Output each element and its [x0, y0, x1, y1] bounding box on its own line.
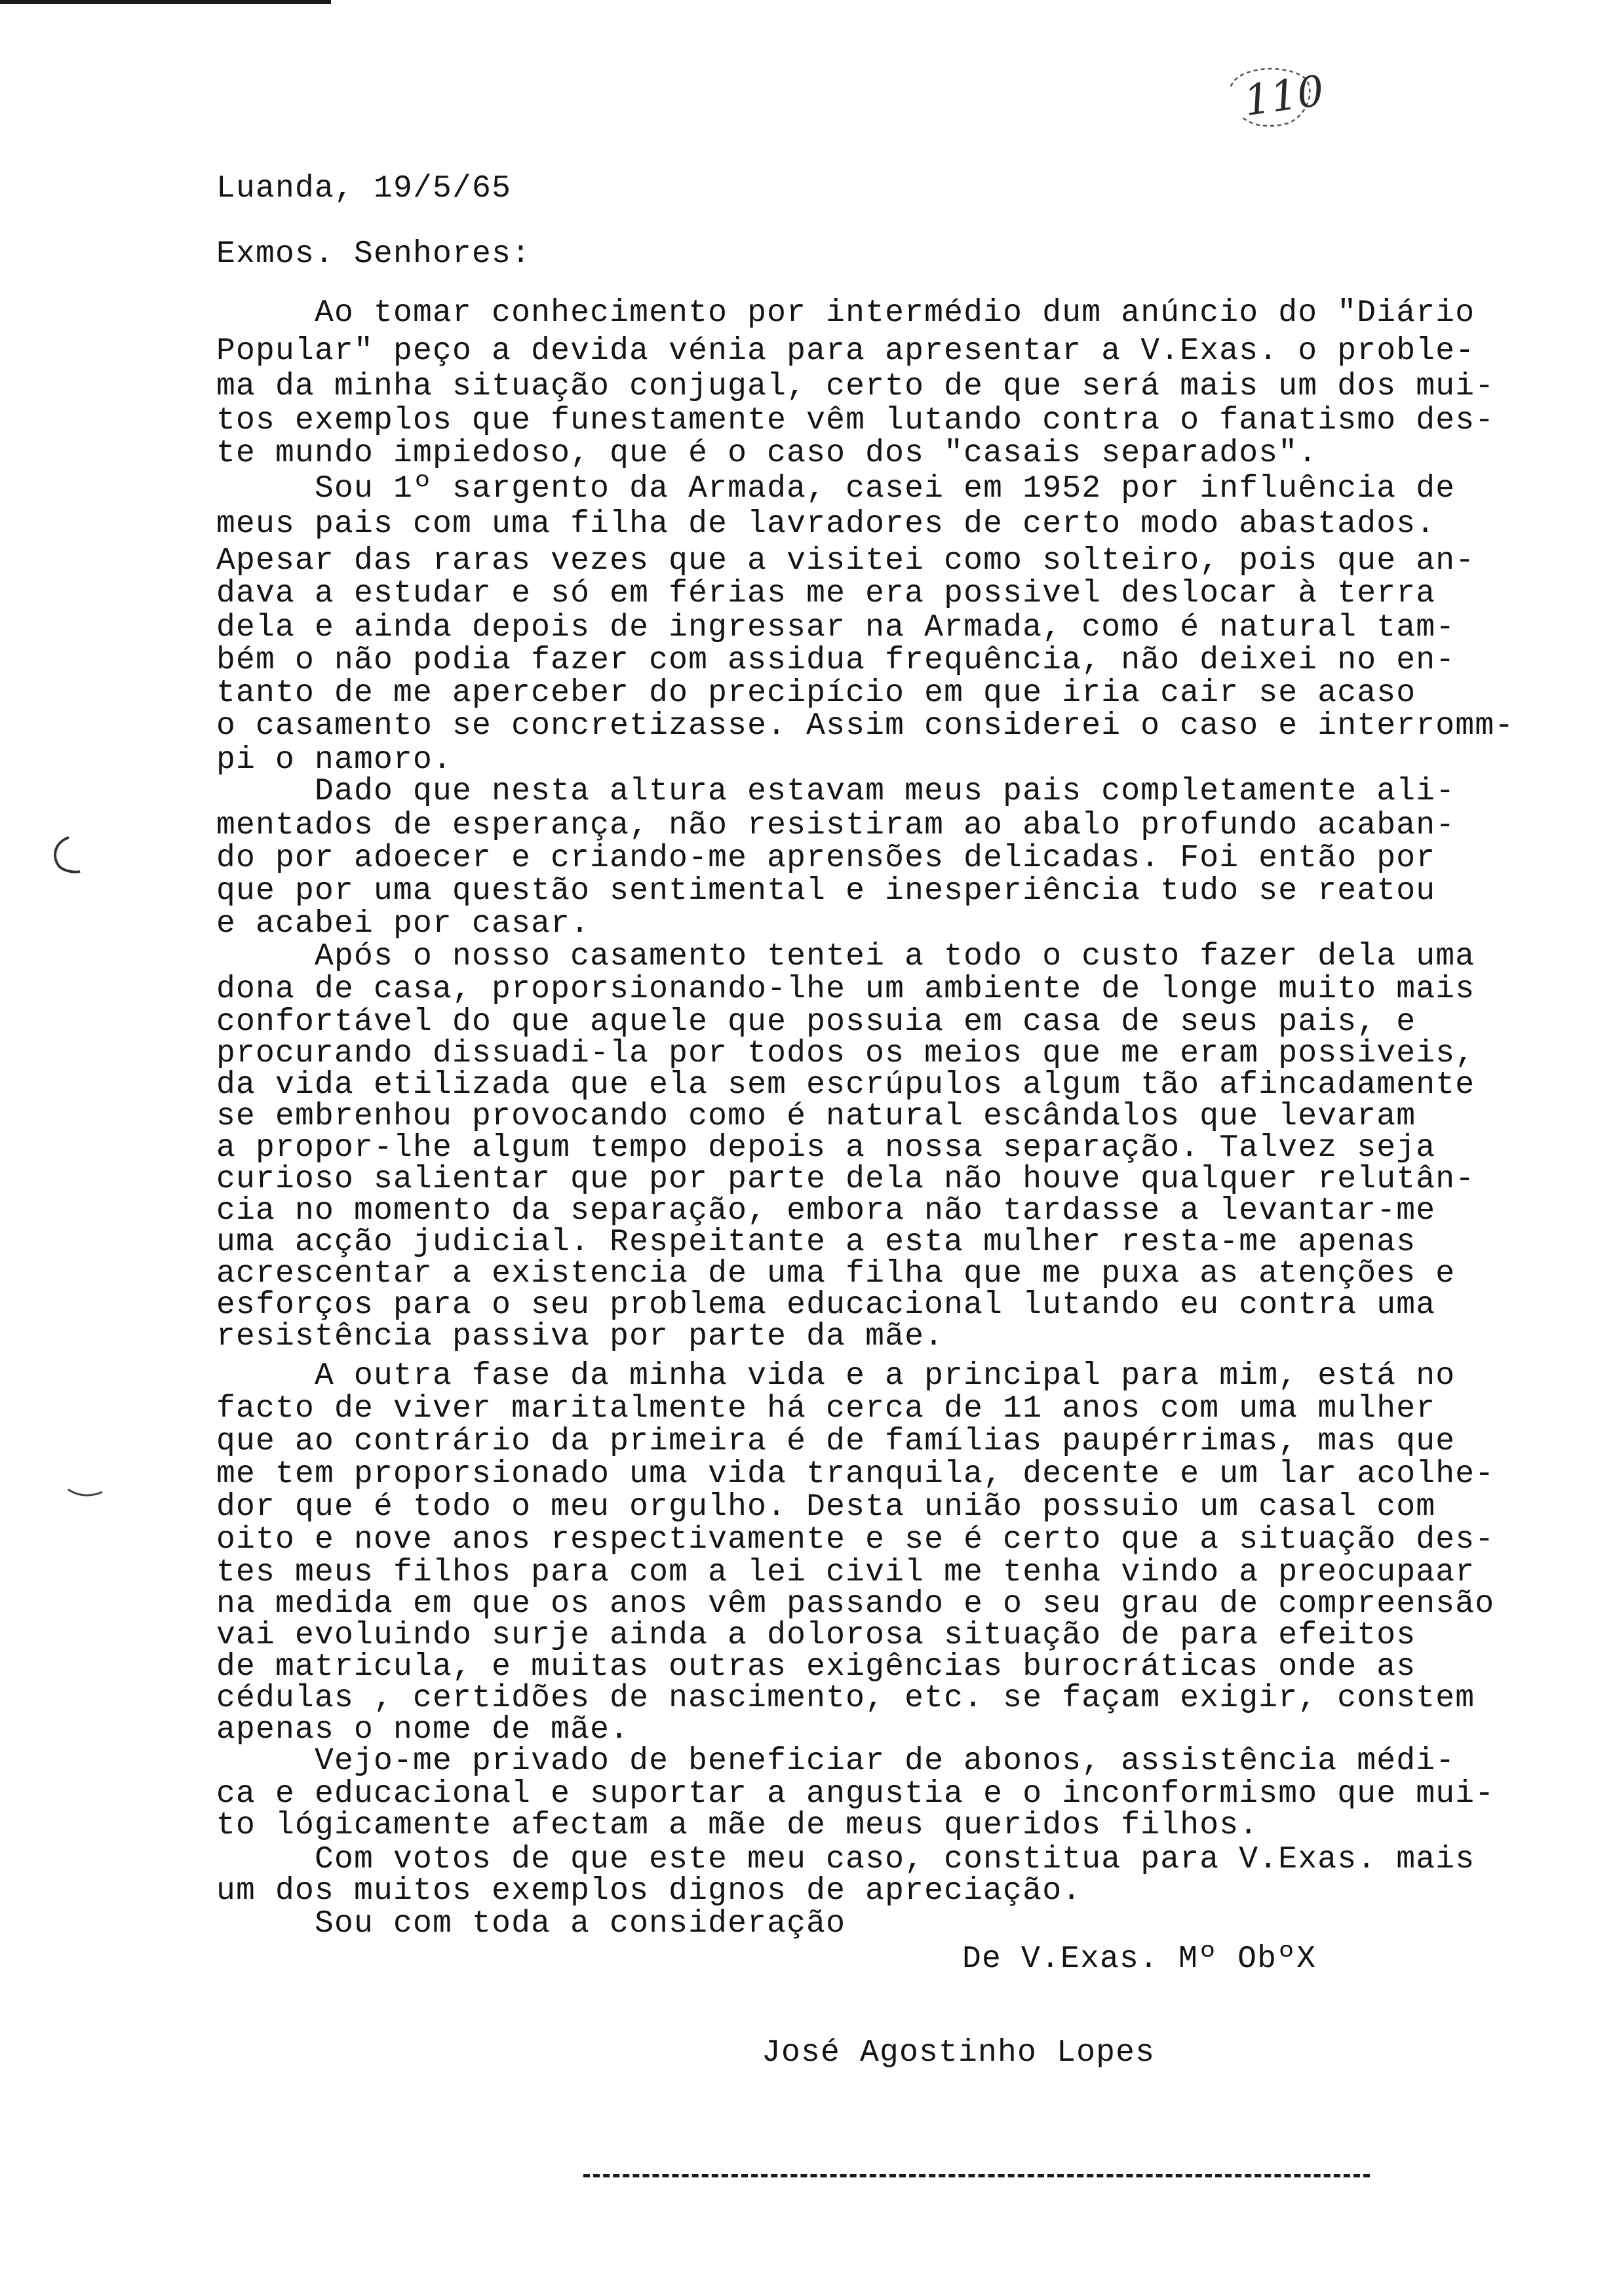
body-line: do por adoecer e criando-me aprensões delicadas. Foi então por — [216, 841, 1436, 876]
body-line: curioso salientar que por parte dela não houve qualquer relutân- — [216, 1162, 1475, 1197]
body-line: confortável do que aquele que possuia em casa de seus pais, e — [216, 1004, 1416, 1040]
body-line: uma acção judicial. Respeitante a esta mulher resta-me apenas — [216, 1225, 1416, 1260]
body-line: a propor-lhe algum tempo depois a nossa separação. Talvez seja — [216, 1130, 1436, 1166]
margin-tick-icon — [66, 1478, 105, 1504]
scan-edge-mark — [0, 0, 331, 4]
body-line: ca e educacional e suportar a angustia e o inconformismo que mui- — [216, 1776, 1495, 1812]
body-line: Vejo-me privado de beneficiar de abonos, assistência médi- — [216, 1744, 1456, 1779]
body-line: mentados de esperança, não resistiram ao abalo profundo acaban- — [216, 808, 1456, 843]
body-line: dor que é todo o meu orgulho. Desta união possuio um casal com — [216, 1489, 1436, 1525]
body-line: da vida etilizada que ela sem escrúpulos algum tão afincadamente — [216, 1067, 1475, 1103]
body-line: cia no momento da separação, embora não tardasse a levantar-me — [216, 1193, 1436, 1229]
body-line: oito e nove anos respectivamente e se é certo que a situação des- — [216, 1522, 1495, 1558]
body-line: dela e ainda depois de ingressar na Armada, como é natural tam- — [216, 610, 1456, 645]
body-line: que por uma questão sentimental e inesperiência tudo se reatou — [216, 873, 1436, 909]
body-line: Ao tomar conhecimento por intermédio dum anúncio do "Diário — [216, 296, 1475, 331]
body-line: que ao contrário da primeira é de famílias paupérrimas, mas que — [216, 1424, 1456, 1459]
body-line: dava a estudar e só em férias me era possivel deslocar à terra — [216, 576, 1436, 611]
body-line: tanto de me aperceber do precipício em que iria cair se acaso — [216, 676, 1416, 711]
body-line: Dado que nesta altura estavam meus pais completamente ali- — [216, 774, 1456, 809]
body-line: pi o namoro. — [216, 742, 453, 778]
body-line: de matricula, e muitas outras exigências burocráticas onde as — [216, 1649, 1416, 1685]
body-line: e acabei por casar. — [216, 906, 591, 942]
closing-formula: De V.Exas. Mº ObºX — [962, 1942, 1317, 1977]
body-line: to lógicamente afectam a mãe de meus queridos filhos. — [216, 1808, 1259, 1843]
body-line: acrescentar a existencia de uma filha que me puxa as atenções e — [216, 1256, 1456, 1292]
body-line: procurando dissuadi-la por todos os meios que me eram possiveis, — [216, 1036, 1475, 1071]
body-line: Após o nosso casamento tentei a todo o custo fazer dela uma — [216, 939, 1475, 974]
body-line: meus pais com uma filha de lavradores de certo modo abastados. — [216, 507, 1436, 542]
body-line: na medida em que os anos vêm passando e o seu grau de compreensão — [216, 1586, 1495, 1622]
margin-bracket-icon — [39, 832, 85, 878]
handwritten-page-number — [1218, 60, 1327, 132]
body-line: dona de casa, proporsionando-lhe um ambiente de longe muito mais — [216, 972, 1475, 1007]
body-line: facto de viver maritalmente há cerca de 11 anos com uma mulher — [216, 1391, 1436, 1426]
body-line: me tem proporsionado uma vida tranquila, decente e um lar acolhe- — [216, 1457, 1495, 1492]
body-line: resistência passiva por parte da mãe. — [216, 1319, 944, 1354]
signature-name: José Agostinho Lopes — [762, 2035, 1156, 2071]
body-line: tos exemplos que funestamente vêm lutando contra o fanatismo des- — [216, 403, 1495, 438]
salutation: Exmos. Senhores: — [216, 237, 532, 272]
dashed-separator — [583, 2174, 1370, 2177]
body-line: bém o não podia fazer com assidua frequência, não deixei no en- — [216, 643, 1456, 678]
body-line: se embrenhou provocando como é natural escândalos que levaram — [216, 1099, 1416, 1134]
body-line: te mundo impiedoso, que é o caso dos "casais separados". — [216, 436, 1318, 471]
body-line: Com votos de que este meu caso, constitua para V.Exas. mais — [216, 1842, 1475, 1877]
body-line: um dos muitos exemplos dignos de apreciação. — [216, 1873, 1082, 1909]
body-line: Sou com toda a consideração — [216, 1906, 846, 1942]
body-line: Apesar das raras vezes que a visitei como solteiro, pois que an- — [216, 543, 1475, 579]
body-line: Sou 1º sargento da Armada, casei em 1952 por influência de — [216, 471, 1456, 507]
body-line: o casamento se concretizasse. Assim considerei o caso e interromm- — [216, 708, 1515, 744]
body-line: vai evoluindo surje ainda a dolorosa situação de para efeitos — [216, 1618, 1416, 1653]
body-line: cédulas , certidões de nascimento, etc. se façam exigir, constem — [216, 1681, 1475, 1716]
date-line: Luanda, 19/5/65 — [216, 171, 512, 206]
page-number-text: 110 — [1241, 66, 1327, 126]
body-line: tes meus filhos para com a lei civil me tenha vindo a preocupaar — [216, 1555, 1475, 1590]
body-line: Popular" peço a devida vénia para apresentar a V.Exas. o proble- — [216, 334, 1475, 369]
body-line: ma da minha situação conjugal, certo de que será mais um dos mui- — [216, 369, 1495, 404]
body-line: apenas o nome de mãe. — [216, 1712, 630, 1748]
body-line: esforços para o seu problema educacional lutando eu contra uma — [216, 1288, 1436, 1323]
body-line: A outra fase da minha vida e a principal para mim, está no — [216, 1358, 1456, 1394]
